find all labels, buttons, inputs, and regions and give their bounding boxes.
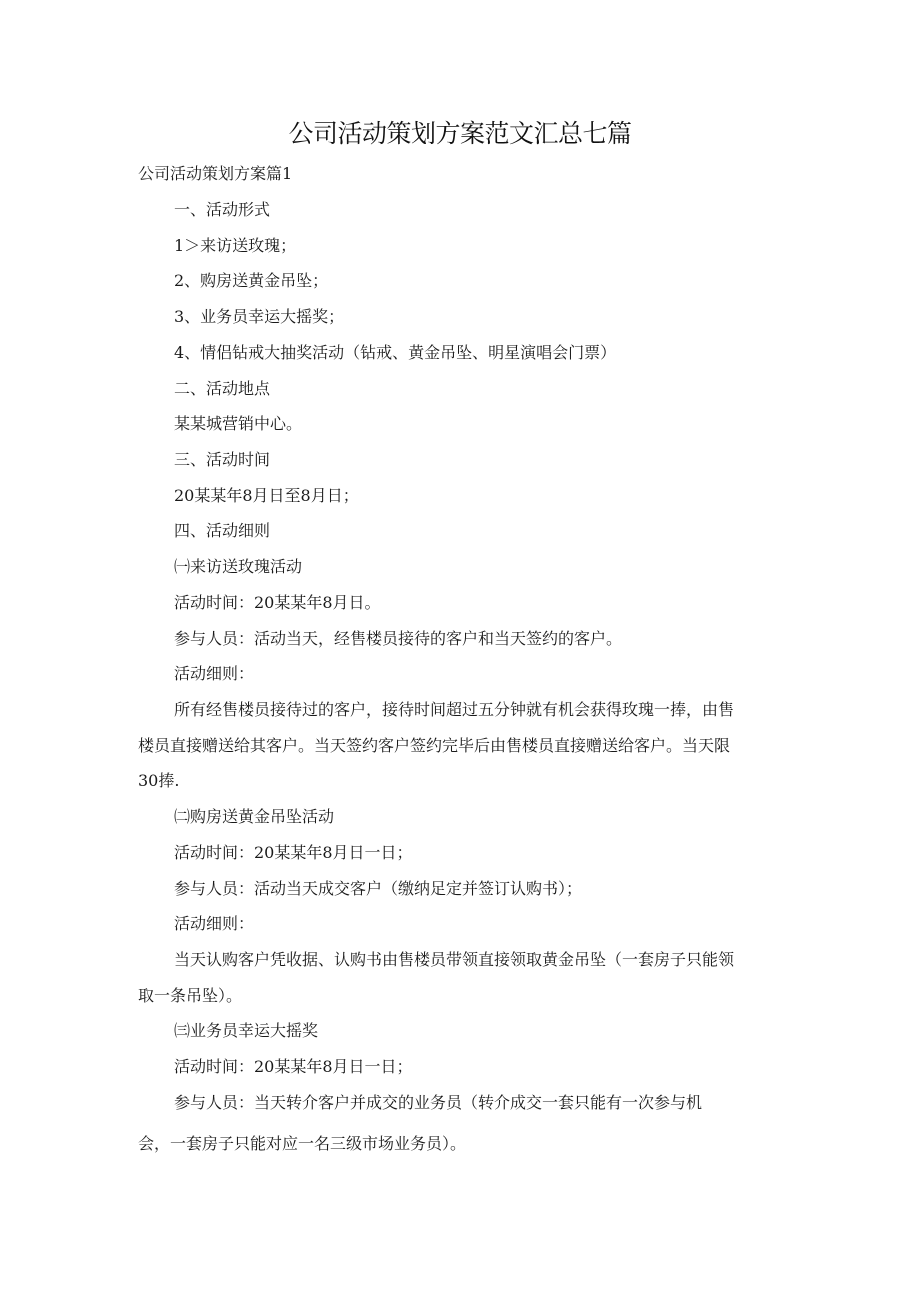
paragraph: 当天认购客户凭收据、认购书由售楼员带领直接领取黄金吊坠（一套房子只能领 [174,950,735,969]
paragraph: 取一条吊坠）。 [138,986,243,1005]
subheading: ㈡购房送黄金吊坠活动 [174,807,335,826]
list-item: 2、购房送黄金吊坠； [174,271,329,290]
heading-activity-rules: 四、活动细则 [174,521,271,540]
paragraph: 20某某年8月日至8月日； [174,486,359,505]
list-item: 1＞来访送玫瑰； [174,236,297,255]
paragraph: 楼员直接赠送给其客户。当天签约客户签约完毕后由售楼员直接赠送给客户。当天限 [138,736,731,755]
list-item: 3、业务员幸运大摇奖； [174,307,345,326]
subheading: ㈠来访送玫瑰活动 [174,557,303,576]
paragraph: 活动时间：20某某年8月日一日； [174,1057,413,1076]
paragraph: 所有经售楼员接待过的客户，接待时间超过五分钟就有机会获得玫瑰一捧，由售 [174,700,735,719]
paragraph: 活动细则： [174,914,255,933]
paragraph: 某某城营销中心。 [174,414,303,433]
paragraph: 活动时间：20某某年8月日。 [174,593,381,612]
paragraph: 会，一套房子只能对应一名三级市场业务员）。 [138,1134,467,1153]
list-item: 4、情侣钻戒大抽奖活动（钻戒、黄金吊坠、明星演唱会门票） [174,343,617,362]
subheading: ㈢业务员幸运大摇奖 [174,1021,319,1040]
document-title: 公司活动策划方案范文汇总七篇 [288,119,632,148]
heading-activity-form: 一、活动形式 [174,200,271,219]
paragraph: 活动细则： [174,664,255,683]
section-heading: 公司活动策划方案篇1 [138,164,293,183]
paragraph: 参与人员：当天转介客户并成交的业务员（转介成交一套只能有一次参与机 [174,1093,703,1112]
paragraph: 参与人员：活动当天，经售楼员接待的客户和当天签约的客户。 [174,629,623,648]
paragraph: 活动时间：20某某年8月日一日； [174,843,413,862]
heading-activity-time: 三、活动时间 [174,450,271,469]
paragraph: 参与人员：活动当天成交客户（缴纳足定并签订认购书）； [174,879,583,898]
paragraph: 30捧. [138,771,180,790]
heading-activity-location: 二、活动地点 [174,379,271,398]
